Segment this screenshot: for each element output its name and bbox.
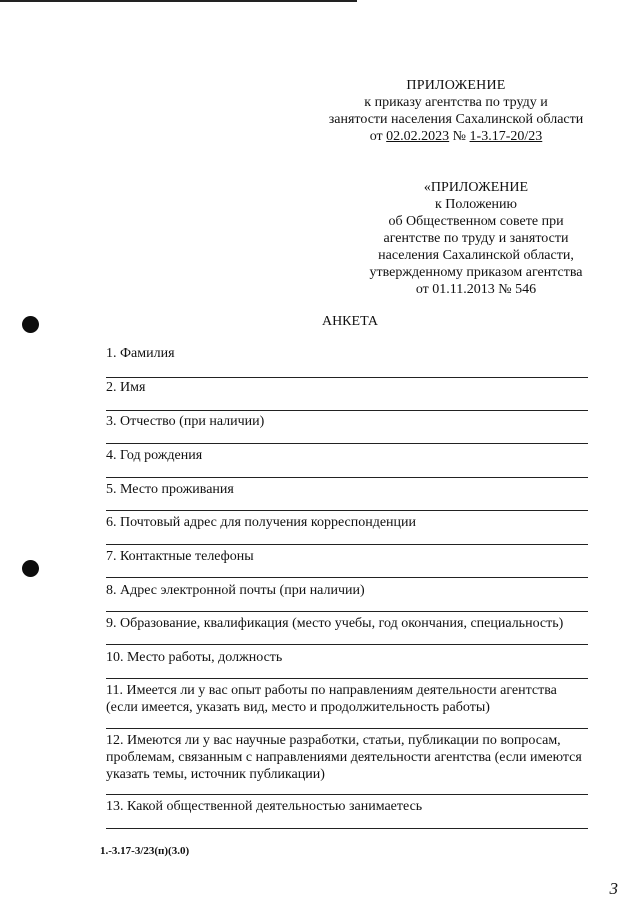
- answer-line-1[interactable]: [106, 377, 588, 378]
- question-6: 6. Почтовый адрес для получения корреспонденции: [106, 515, 417, 530]
- top-edge-rule: [0, 0, 357, 2]
- question-13: 13. Какой общественной деятельностью занимаетесь: [106, 799, 423, 814]
- document-code: 1.-3.17-3/23(п)(3.0): [100, 845, 190, 857]
- answer-line-10[interactable]: [106, 678, 588, 679]
- appendix-line-2: занятости населения Сахалинской области: [328, 112, 584, 127]
- appendix-number-sign: №: [449, 129, 470, 144]
- question-5: 5. Место проживания: [106, 482, 234, 497]
- question-7: 7. Контактные телефоны: [106, 549, 254, 564]
- answer-line-4[interactable]: [106, 477, 588, 478]
- regulation-title: «ПРИЛОЖЕНИЕ: [423, 180, 529, 195]
- punch-hole-bottom: [22, 560, 39, 577]
- regulation-line-5: утвержденному приказом агентства: [369, 265, 583, 280]
- answer-line-5[interactable]: [106, 510, 588, 511]
- answer-line-3[interactable]: [106, 443, 588, 444]
- question-8: 8. Адрес электронной почты (при наличии): [106, 583, 365, 598]
- appendix-date: 02.02.2023: [386, 129, 450, 144]
- question-4: 4. Год рождения: [106, 448, 203, 463]
- answer-line-8[interactable]: [106, 611, 588, 612]
- question-2: 2. Имя: [106, 380, 146, 395]
- answer-line-7[interactable]: [106, 577, 588, 578]
- page-number: 3: [609, 879, 618, 898]
- regulation-header: [360, 179, 592, 298]
- question-1: 1. Фамилия: [106, 346, 175, 361]
- question-12: 12. Имеются ли у вас научные разработки, статьи, публикации по вопросам, проблемам, связанным с направлениями деятельности агентства (если имеются указать темы, источник публикации): [106, 733, 582, 782]
- regulation-line-1: к Положению: [434, 197, 517, 212]
- appendix-order-number: 1-3.17-20/23: [469, 129, 543, 144]
- appendix-line-3: [320, 128, 592, 145]
- question-3: 3. Отчество (при наличии): [106, 414, 265, 429]
- regulation-line-4: населения Сахалинской области,: [378, 248, 574, 263]
- appendix-header: [320, 77, 592, 145]
- question-11: 11. Имеется ли у вас опыт работы по направлениям деятельности агентства (если имеется, указать вид, место и продолжительность работы): [106, 683, 557, 715]
- appendix-date-prefix: от: [369, 129, 387, 144]
- form-title: АНКЕТА: [321, 314, 379, 329]
- answer-line-9[interactable]: [106, 644, 588, 645]
- answer-line-13[interactable]: [106, 828, 588, 829]
- appendix-title: ПРИЛОЖЕНИЕ: [406, 78, 506, 93]
- answer-line-12[interactable]: [106, 794, 588, 795]
- answer-line-6[interactable]: [106, 544, 588, 545]
- appendix-line-1: к приказу агентства по труду и: [364, 95, 548, 110]
- answer-line-11[interactable]: [106, 728, 588, 729]
- regulation-line-3: агентстве по труду и занятости: [383, 231, 569, 246]
- question-10: 10. Место работы, должность: [106, 650, 283, 665]
- question-9: 9. Образование, квалификация (место учебы, год окончания, специальность): [106, 616, 564, 631]
- regulation-line-2: об Общественном совете при: [388, 214, 564, 229]
- regulation-line-6: от 01.11.2013 № 546: [415, 282, 537, 297]
- answer-line-2[interactable]: [106, 410, 588, 411]
